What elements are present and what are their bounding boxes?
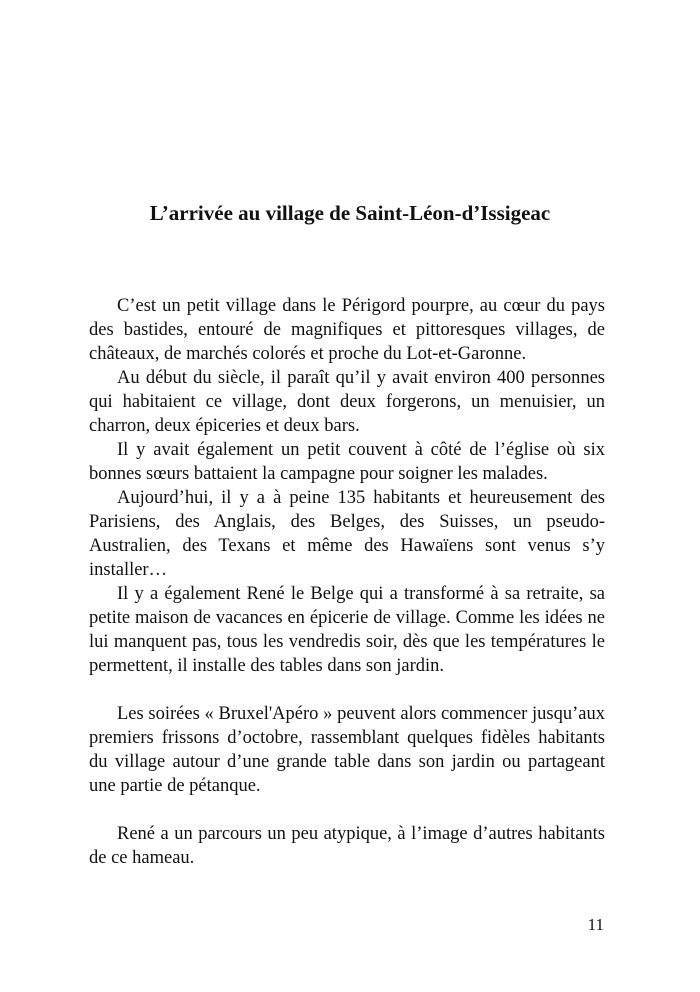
paragraph: René a un parcours un peu atypique, à l’image d’autres habitants de ce hameau.	[89, 824, 605, 868]
paragraph: C’est un petit village dans le Périgord pourpre, au cœur du pays des bastides, entouré de magnifiques et pittoresques villages, de châteaux, de marchés colorés et proche du Lot-et-Garonne.	[89, 296, 605, 364]
chapter-title: L’arrivée au village de Saint-Léon-d’Issigeac	[149, 201, 551, 225]
body-text	[89, 294, 605, 870]
paragraph: Il y avait également un petit couvent à côté de l’église où six bonnes sœurs battaient la campagne pour soigner les malades.	[89, 440, 605, 484]
paragraph: Aujourd’hui, il y a à peine 135 habitants et heureusement des Parisiens, des Anglais, des Belges, des Suisses, un pseudo-Australien, des Texans et même des Hawaïens sont venus s’y installer…	[89, 488, 605, 580]
page-number: 11	[587, 915, 604, 934]
paragraph: Il y a également René le Belge qui a transformé à sa retraite, sa petite maison de vacances en épicerie de village. Comme les idées ne lui manquent pas, tous les vendredis soir, dès que les températures le permettent, il installe des tables dans son jardin.	[89, 584, 605, 676]
paragraph: Les soirées « Bruxel'Apéro » peuvent alors commencer jusqu’aux premiers frissons d’octobre, rassemblant quelques fidèles habitants du village autour d’une grande table dans son jardin ou partageant une partie de pétanque.	[89, 704, 605, 796]
paragraph: Au début du siècle, il paraît qu’il y avait environ 400 personnes qui habitaient ce village, dont deux forgerons, un menuisier, un charron, deux épiceries et deux bars.	[89, 368, 605, 436]
